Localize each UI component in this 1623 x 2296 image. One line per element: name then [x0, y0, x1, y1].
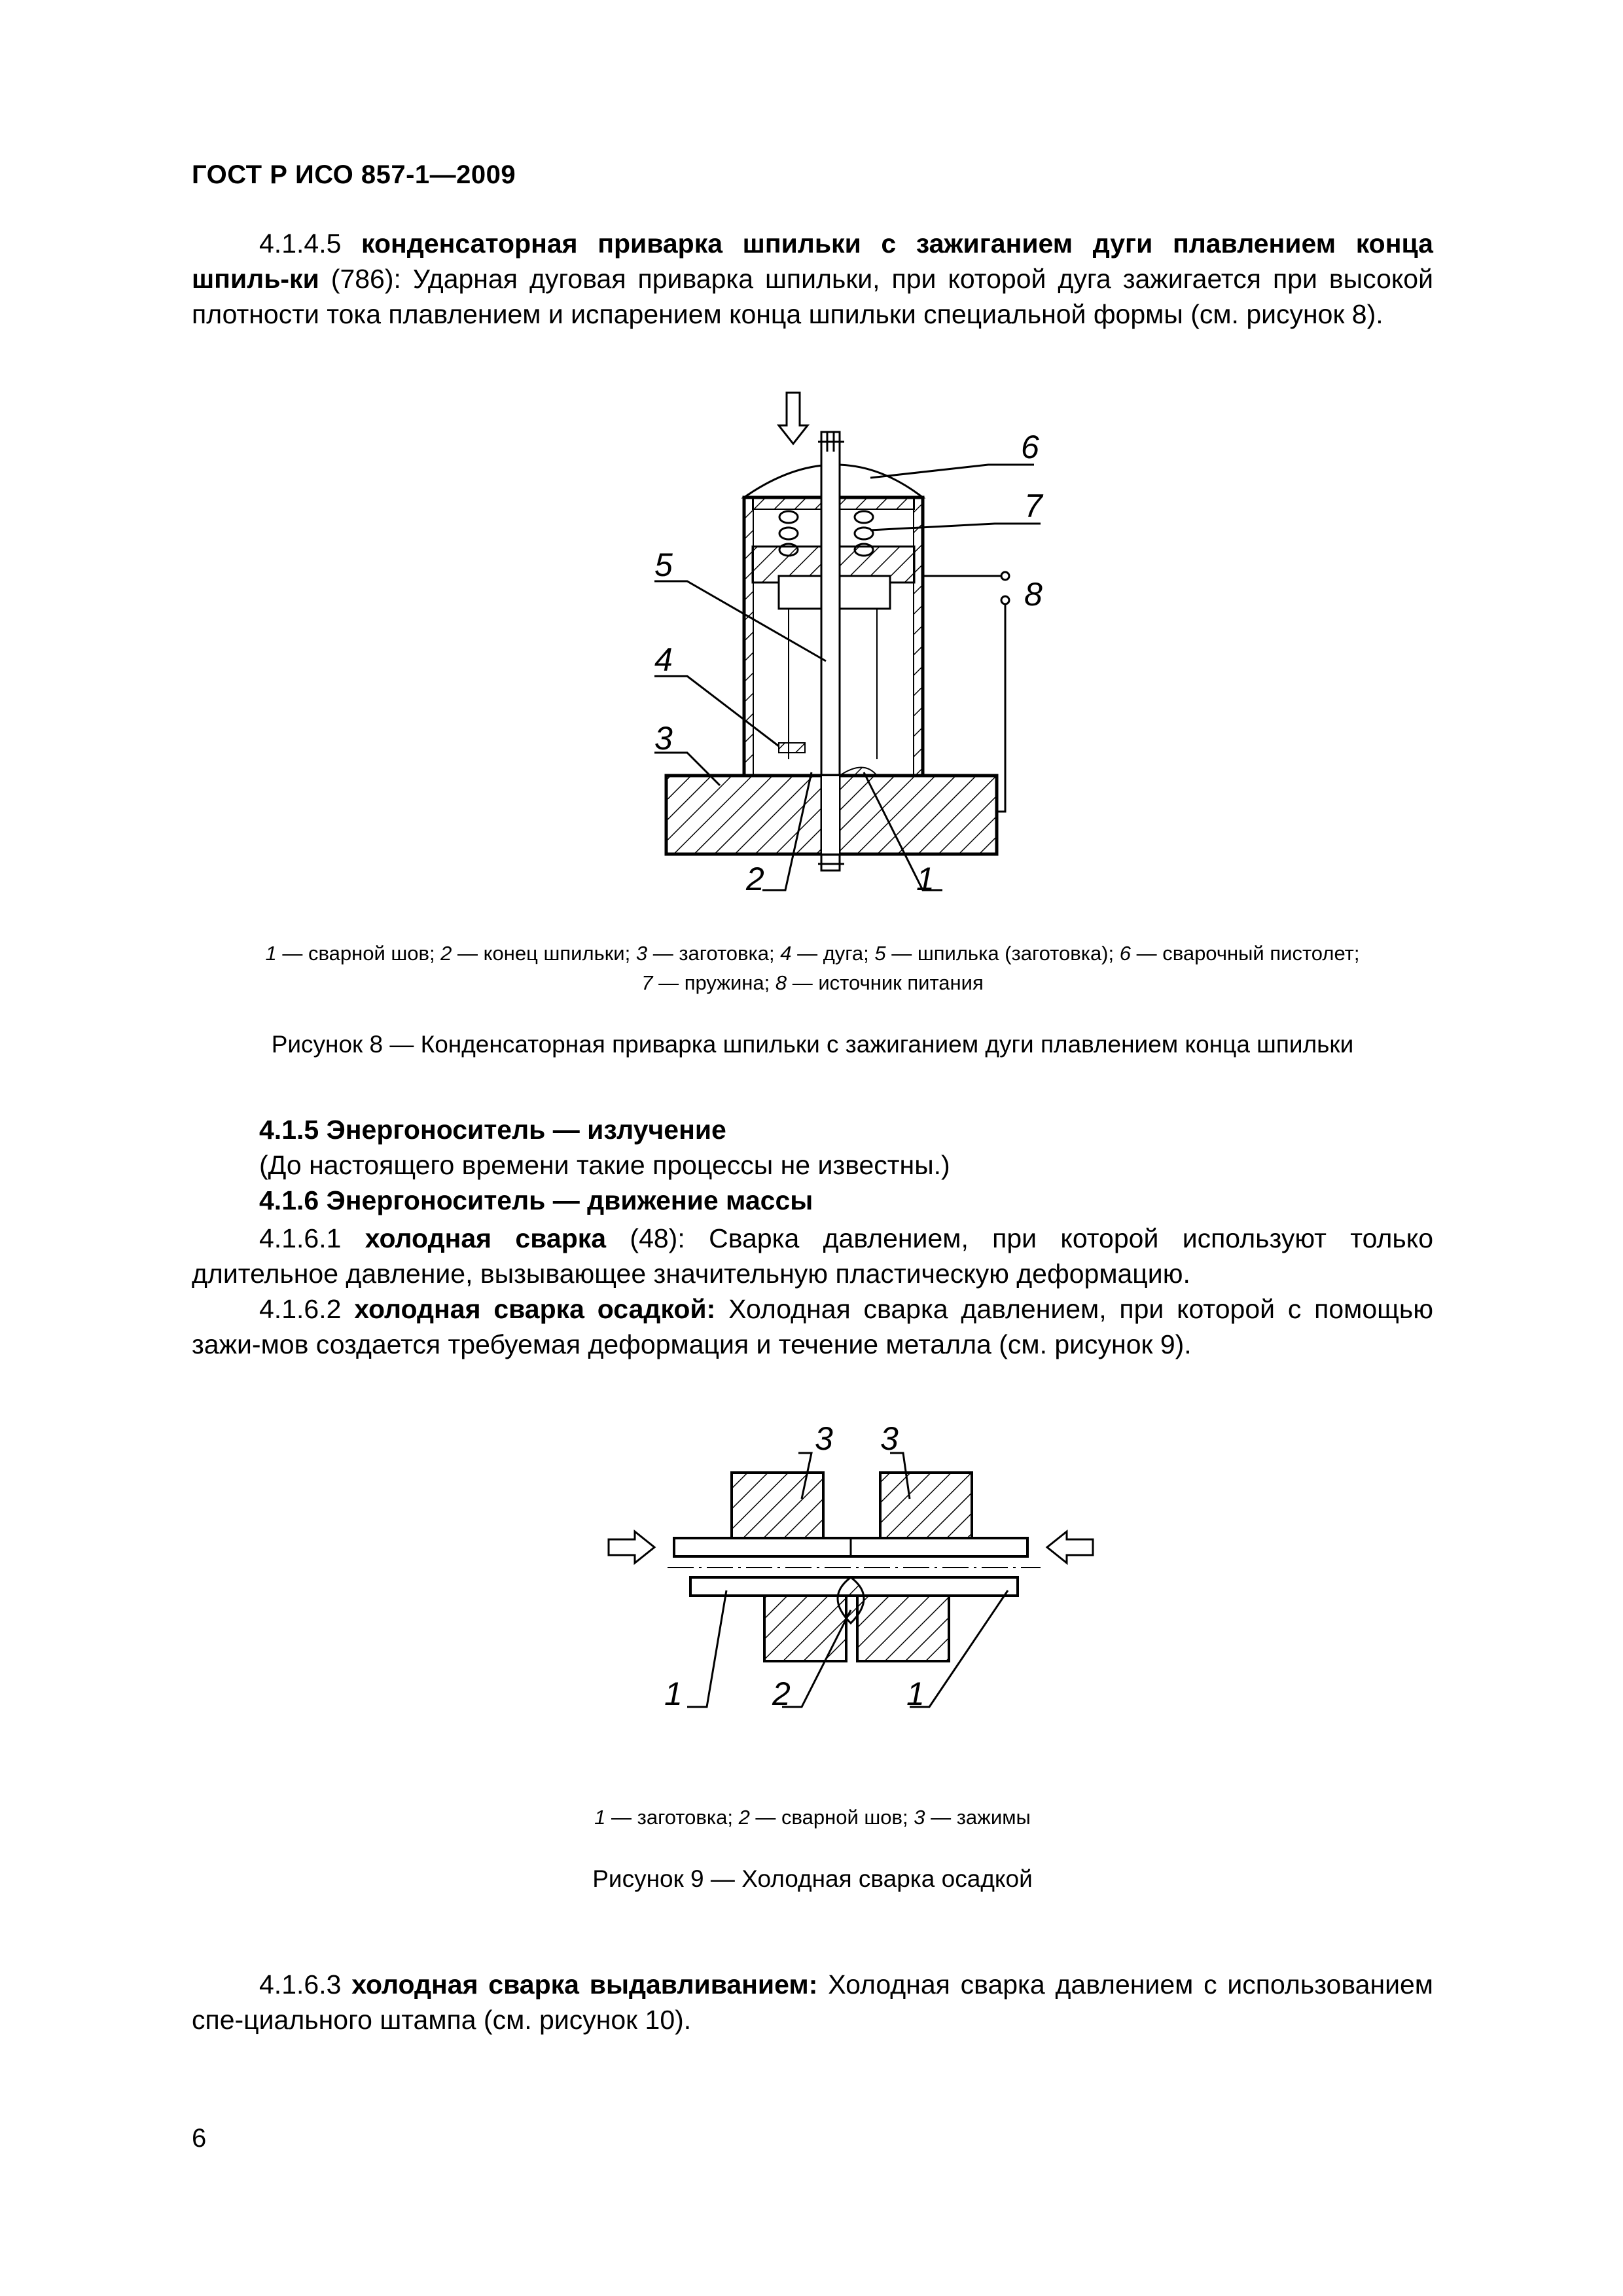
- fig8-label-7: 7: [1024, 488, 1043, 524]
- section-number: 4.1.6.1: [259, 1223, 342, 1253]
- force-arrow-left-icon: [609, 1532, 654, 1563]
- clamp-lower-left: [764, 1596, 846, 1661]
- figure-8-caption: Рисунок 8 — Конденсаторная приварка шпильки с зажиганием дуги плавлением конца шпильки: [271, 1031, 1354, 1058]
- clamp-upper-right: [880, 1473, 972, 1538]
- figure-8-legend-line-1: 1 — сварной шов; 2 — конец шпильки; 3 — заготовка; 4 — дуга; 5 — шпилька (заготовка); 6 — сварочный пистолет;: [265, 942, 1360, 965]
- fig9-label-1b: 1: [906, 1676, 925, 1712]
- fig8-label-6: 6: [1021, 429, 1039, 465]
- term: холодная сварка: [365, 1223, 607, 1253]
- heading-4-1-5: 4.1.5 Энергоноситель — излучение: [259, 1115, 726, 1145]
- fig9-label-3b: 3: [880, 1420, 899, 1457]
- clamp-upper-left: [732, 1473, 823, 1538]
- section-number: 4.1.4.5: [259, 228, 342, 259]
- definition-text: Ударная дуговая приварка шпильки, при которой дуга зажигается при высокой плотности тока плавлением и испарением конца шпильки специальной формы (см. рисунок 8).: [192, 264, 1433, 329]
- section-number: 4.1.6.3: [259, 1969, 342, 2000]
- term-code: (48):: [630, 1223, 685, 1253]
- term: холодная сварка осадкой:: [354, 1294, 716, 1324]
- note-4-1-5: (До настоящего времени такие процессы не известны.): [259, 1150, 950, 1180]
- figure-9-legend: 1 — заготовка; 2 — сварной шов; 3 — зажимы: [594, 1806, 1031, 1829]
- definition-text: Сварка давлением, при которой используют только длительное давление, вызывающее значительную пластическую деформацию.: [192, 1223, 1433, 1289]
- clamp-lower-right: [857, 1596, 949, 1661]
- fig8-label-5: 5: [654, 547, 673, 583]
- term: конденсаторная приварка шпильки с зажиганием дуги плавлением конца шпиль-ки: [192, 228, 1433, 294]
- section-number: 4.1.6.2: [259, 1294, 342, 1324]
- term-code: (786):: [330, 264, 401, 294]
- figure-9-caption: Рисунок 9 — Холодная сварка осадкой: [592, 1865, 1033, 1892]
- force-arrow-right-icon: [1047, 1532, 1093, 1563]
- document-header: ГОСТ Р ИСО 857-1—2009: [192, 160, 516, 189]
- page-number: 6: [192, 2124, 207, 2153]
- fig8-label-2: 2: [746, 861, 764, 897]
- fig8-label-3: 3: [654, 720, 673, 757]
- figure-8-legend-line-2: 7 — пружина; 8 — источник питания: [641, 971, 984, 994]
- definition-text: Холодная сварка давлением с использованием спе-циального штампа (см. рисунок 10).: [192, 1969, 1433, 2035]
- paragraph-4-1-6-3: [192, 1967, 1433, 2037]
- heading-4-1-6: 4.1.6 Энергоноситель — движение массы: [259, 1185, 813, 1215]
- fig8-label-4: 4: [654, 641, 673, 678]
- fig9-label-3a: 3: [815, 1420, 833, 1457]
- fig8-label-1: 1: [916, 861, 935, 897]
- fig9-label-1a: 1: [664, 1676, 683, 1712]
- term: холодная сварка выдавливанием:: [351, 1969, 818, 2000]
- fig9-label-2: 2: [772, 1676, 791, 1712]
- definition-text: Холодная сварка давлением, при которой с помощью зажи-мов создается требуемая деформация и течение металла (см. рисунок 9).: [192, 1294, 1433, 1359]
- fig8-label-8: 8: [1024, 576, 1043, 613]
